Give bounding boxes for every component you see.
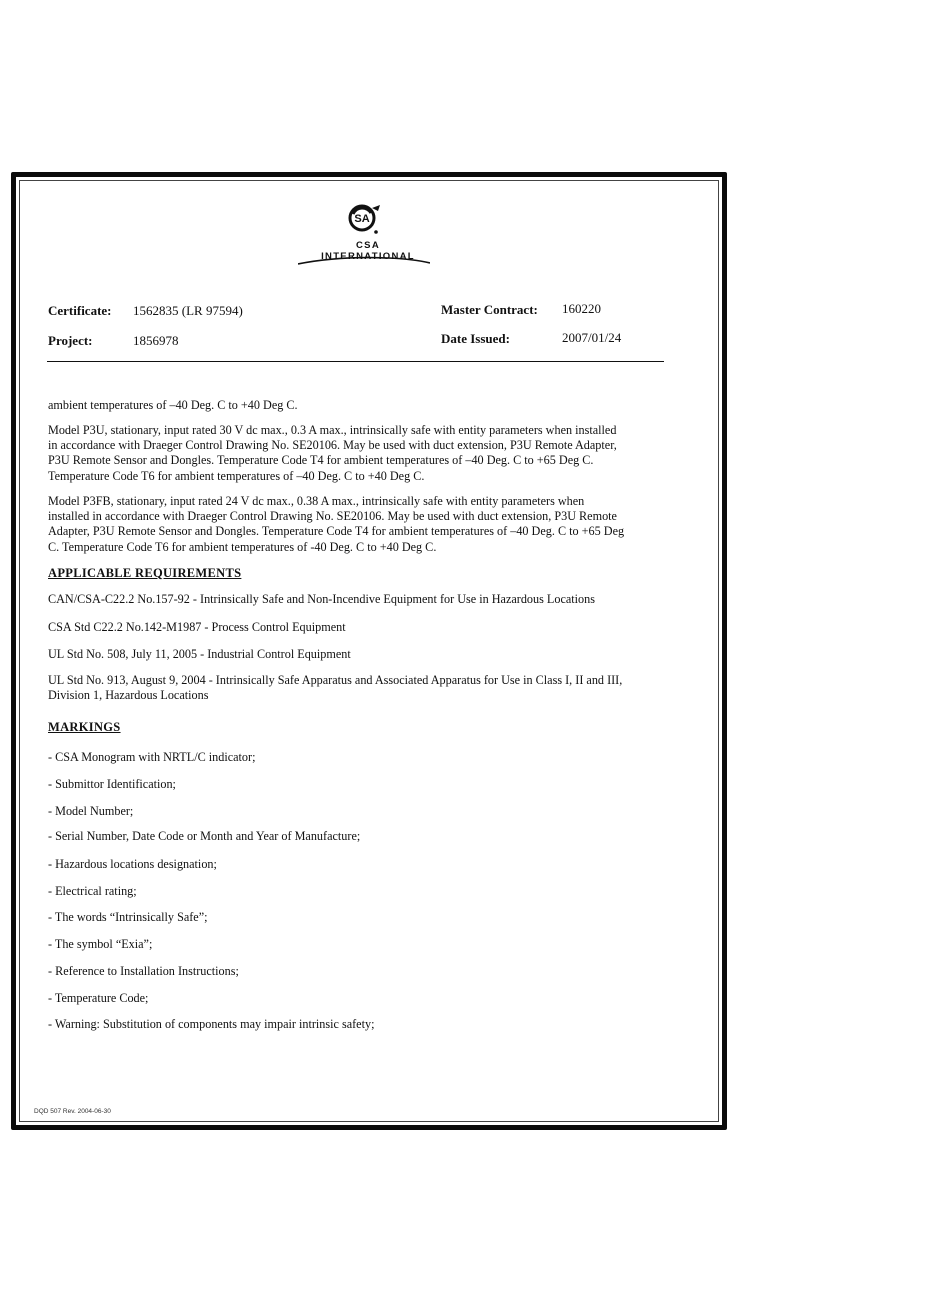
marking-item: - Temperature Code; <box>48 991 149 1005</box>
marking-item: - Submittor Identification; <box>48 777 176 791</box>
requirement-item-ul913 <box>48 673 622 703</box>
requirement-item: CAN/CSA-C22.2 No.157-92 - Intrinsically Safe and Non-Incendive Equipment for Use in Hazardous Locations <box>48 592 595 606</box>
requirement-line: Division 1, Hazardous Locations <box>48 688 209 703</box>
p3u-line: P3U Remote Sensor and Dongles. Temperature Code T4 for ambient temperatures of –40 Deg. C to +65 Deg C. <box>48 453 594 468</box>
p3fb-line: Adapter, P3U Remote Sensor and Dongles. Temperature Code T4 for ambient temperatures of –40 Deg. C to +65 Deg <box>48 524 625 539</box>
p3fb-line: C. Temperature Code T6 for ambient temperatures of -40 Deg. C to +40 Deg C. <box>48 539 437 554</box>
svg-text:SA: SA <box>354 213 370 225</box>
intro-line: ambient temperatures of –40 Deg. C to +40 Deg C. <box>48 398 298 412</box>
markings-heading: MARKINGS <box>48 720 121 734</box>
p3fb-line: installed in accordance with Draeger Control Drawing No. SE20106. May be used with duct extension, P3U Remote <box>48 509 617 524</box>
marking-item: - Serial Number, Date Code or Month and Year of Manufacture; <box>48 829 361 843</box>
date-issued-value: 2007/01/24 <box>562 330 622 345</box>
master-contract-value: 160220 <box>562 301 601 316</box>
logo-wordmark: CSA INTERNATIONAL <box>321 240 415 262</box>
project-label: Project: <box>48 333 93 348</box>
master-contract-label: Master Contract: <box>441 302 538 317</box>
requirement-line: UL Std No. 913, August 9, 2004 - Intrinsically Safe Apparatus and Associated Apparatus for Use in Class I, II and III, <box>48 673 623 687</box>
p3u-line: in accordance with Draeger Control Drawing No. SE20106. May be used with duct extension, P3U Remote Adapter, <box>48 438 617 453</box>
date-issued-label: Date Issued: <box>441 331 510 346</box>
certificate-value: 1562835 (LR 97594) <box>133 303 243 318</box>
p3u-paragraph <box>48 423 617 484</box>
certificate-label: Certificate: <box>48 303 112 318</box>
header-divider <box>47 361 664 362</box>
p3fb-paragraph <box>48 494 624 555</box>
form-reference: DQD 507 Rev. 2004-06-30 <box>34 1108 111 1115</box>
marking-item: - Hazardous locations designation; <box>48 857 217 871</box>
p3u-line: Temperature Code T6 for ambient temperatures of –40 Deg. C to +40 Deg C. <box>48 468 425 483</box>
marking-item: - Warning: Substitution of components may impair intrinsic safety; <box>48 1017 375 1031</box>
requirement-item: CSA Std C22.2 No.142-M1987 - Process Control Equipment <box>48 620 346 634</box>
marking-item: - Reference to Installation Instructions; <box>48 964 239 978</box>
requirement-item: UL Std No. 508, July 11, 2005 - Industrial Control Equipment <box>48 647 351 661</box>
marking-item: - The words “Intrinsically Safe”; <box>48 910 208 924</box>
p3fb-line: Model P3FB, stationary, input rated 24 V dc max., 0.38 A max., intrinsically safe with entity parameters when <box>48 494 585 508</box>
marking-item: - The symbol “Exia”; <box>48 937 153 951</box>
project-value: 1856978 <box>133 333 179 348</box>
p3u-line: Model P3U, stationary, input rated 30 V dc max., 0.3 A max., intrinsically safe with entity parameters when installed <box>48 423 617 437</box>
marking-item: - CSA Monogram with NRTL/C indicator; <box>48 750 256 764</box>
marking-item: - Electrical rating; <box>48 884 137 898</box>
requirements-heading: APPLICABLE REQUIREMENTS <box>48 566 242 580</box>
marking-item: - Model Number; <box>48 804 134 818</box>
